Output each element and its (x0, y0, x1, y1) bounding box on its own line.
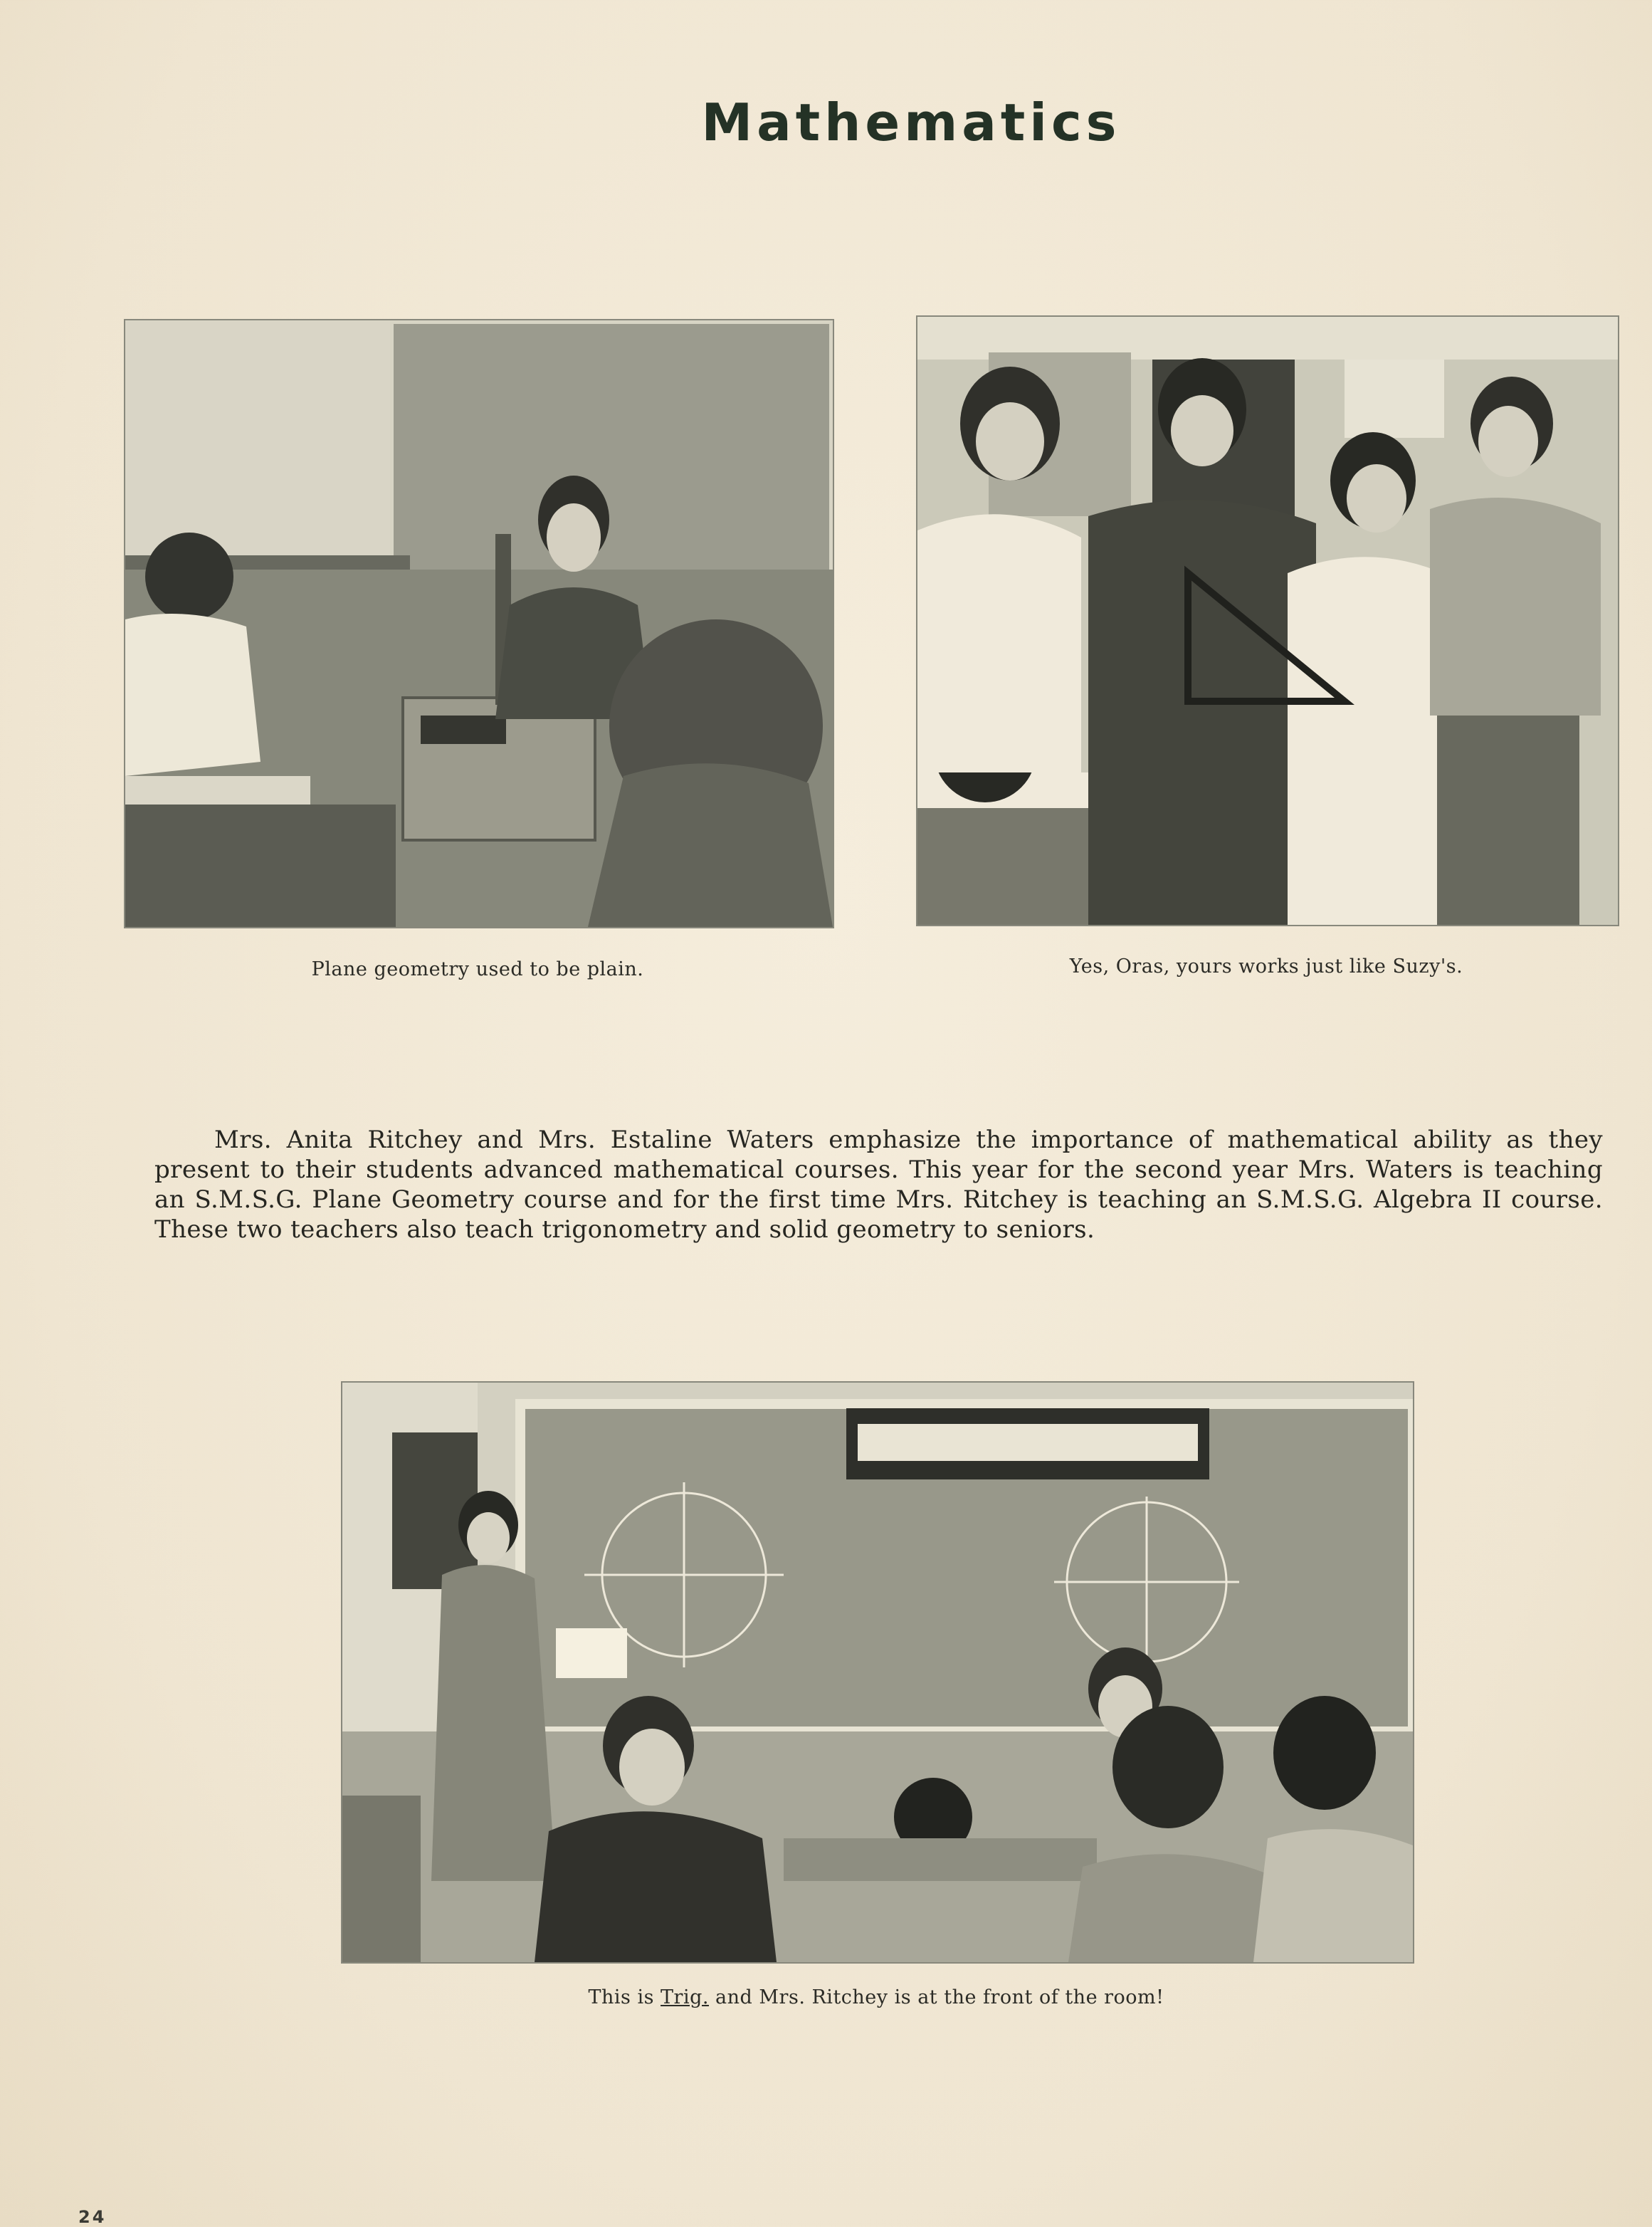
photo-caption-1: Plane geometry used to be plain. (311, 958, 644, 980)
photo-caption-3 (341, 1986, 1411, 2008)
page-title: Mathematics (701, 93, 1121, 152)
page-number: 24 (78, 2207, 107, 2227)
photo-geometry-model (916, 315, 1619, 926)
photo-plane-geometry (124, 319, 834, 928)
caption-text-trig: Trig. (661, 1986, 709, 2008)
caption-text-end: and Mrs. Ritchey is at the front of the room! (708, 1986, 1164, 2008)
photo-caption-2: Yes, Oras, yours works just like Suzy's. (1069, 955, 1463, 978)
article-paragraph: Mrs. Anita Ritchey and Mrs. Estaline Waters emphasize the importance of mathematical ability as they present to their students advanced mathematical courses. This year for the second year Mrs. Waters is teaching an S.M.S.G. Plane Geometry course and for the first time Mrs. Ritchey is teaching an S.M.S.G. Algebra II course. These two teachers also teach trigonometry and solid geometry to seniors. (154, 1126, 1603, 1244)
photo-trig-class (341, 1381, 1414, 1964)
caption-text-start: This is (588, 1986, 661, 2008)
